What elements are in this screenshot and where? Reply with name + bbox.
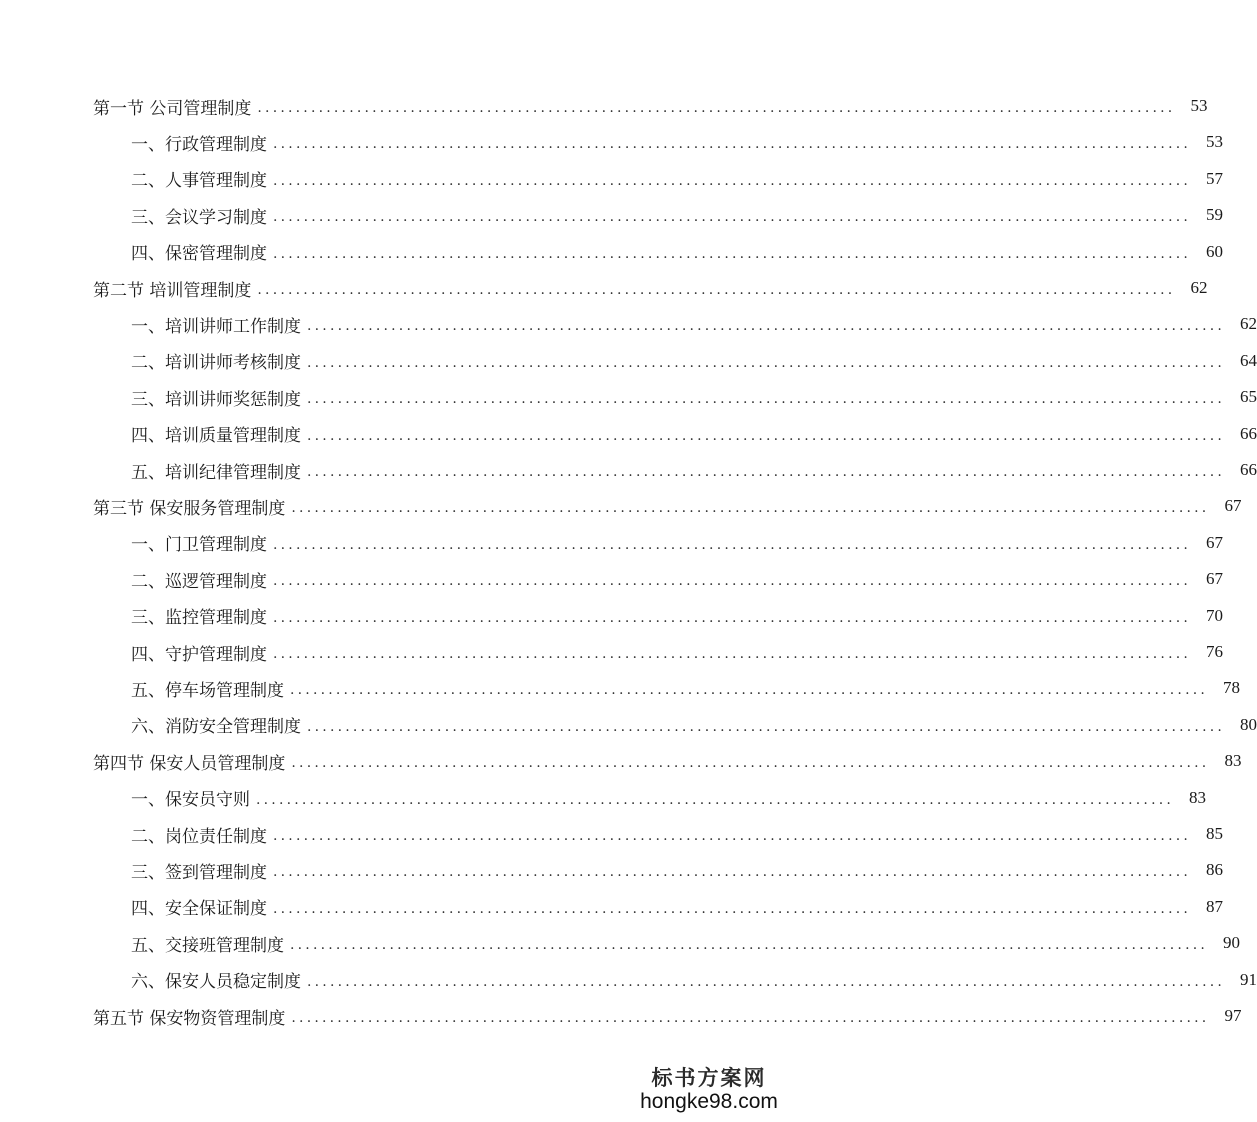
toc-entry-page-number: 70 bbox=[1206, 605, 1224, 625]
toc-entry-page-number: 59 bbox=[1206, 205, 1224, 225]
toc-entry-title: 一、行政管理制度 bbox=[131, 134, 267, 155]
toc-entry-title: 一、保安员守则 bbox=[131, 790, 250, 811]
toc-entry-title: 第三节 保安服务管理制度 bbox=[93, 498, 286, 519]
toc-section-entry[interactable] bbox=[0, 88, 1208, 124]
toc-entry-title: 四、安全保证制度 bbox=[131, 899, 267, 920]
toc-entry-page-number: 66 bbox=[1240, 460, 1257, 479]
toc-entry-title: 三、会议学习制度 bbox=[131, 207, 267, 228]
toc-leader-dots: ........................................................................................................................ bbox=[273, 573, 1192, 590]
toc-subsection-entry[interactable] bbox=[0, 234, 1224, 270]
toc-entry-page-number: 62 bbox=[1240, 314, 1257, 334]
toc-leader-dots: ........................................................................................................................ bbox=[273, 900, 1192, 917]
toc-entry-title: 四、培训质量管理制度 bbox=[131, 426, 301, 447]
toc-leader-dots: ........................................................................................................................ bbox=[273, 245, 1192, 262]
toc-entry-title: 三、培训讲师奖惩制度 bbox=[131, 389, 301, 410]
toc-entry-title: 四、保密管理制度 bbox=[131, 244, 267, 265]
toc-subsection-entry[interactable] bbox=[0, 379, 1257, 415]
toc-leader-dots: ........................................................................................................................ bbox=[273, 172, 1192, 189]
toc-entry-page-number: 67 bbox=[1206, 569, 1224, 589]
toc-leader-dots: ........................................................................................................................ bbox=[291, 500, 1210, 517]
toc-entry-title: 五、培训纪律管理制度 bbox=[131, 462, 301, 483]
toc-subsection-entry[interactable] bbox=[0, 161, 1224, 197]
toc-entry-title: 第一节 公司管理制度 bbox=[93, 98, 252, 119]
toc-entry-page-number: 67 bbox=[1206, 532, 1224, 552]
toc-leader-dots: ........................................................................................................................ bbox=[307, 427, 1226, 444]
toc-entry-page-number: 87 bbox=[1206, 896, 1224, 916]
toc-leader-dots: ........................................................................................................................ bbox=[273, 646, 1192, 662]
toc-entry-page-number: 60 bbox=[1206, 241, 1224, 261]
toc-leader-dots: ........................................................................................................................ bbox=[291, 1010, 1210, 1026]
toc-subsection-entry[interactable] bbox=[0, 634, 1224, 670]
toc-entry-page-number: 90 bbox=[1223, 933, 1241, 953]
toc-entry-page-number: 57 bbox=[1206, 168, 1224, 188]
toc-subsection-entry[interactable] bbox=[0, 670, 1241, 706]
toc-entry-page-number: 83 bbox=[1189, 787, 1207, 807]
toc-entry-title: 一、培训讲师工作制度 bbox=[131, 316, 301, 337]
toc-leader-dots: ........................................................................................................................ bbox=[256, 791, 1175, 808]
toc-subsection-entry[interactable] bbox=[0, 197, 1224, 233]
toc-entry-page-number: 65 bbox=[1240, 387, 1257, 407]
watermark-url: hongke98.com bbox=[640, 1090, 778, 1113]
toc-entry-title: 五、交接班管理制度 bbox=[131, 935, 284, 956]
toc-leader-dots: ........................................................................................................................ bbox=[291, 755, 1210, 772]
site-watermark bbox=[639, 1066, 779, 1114]
watermark-name: 标书方案网 bbox=[651, 1066, 767, 1090]
toc-subsection-entry[interactable] bbox=[0, 561, 1224, 597]
toc-subsection-entry[interactable] bbox=[0, 598, 1224, 634]
toc-subsection-entry[interactable] bbox=[0, 780, 1207, 816]
toc-subsection-entry[interactable] bbox=[0, 343, 1257, 379]
toc-leader-dots: ........................................................................................................................ bbox=[273, 209, 1192, 226]
toc-entry-page-number: 80 bbox=[1240, 714, 1257, 734]
toc-entry-page-number: 91 bbox=[1240, 969, 1257, 989]
toc-entry-title: 六、消防安全管理制度 bbox=[131, 717, 301, 738]
toc-leader-dots: ........................................................................................................................ bbox=[290, 682, 1209, 699]
toc-entry-page-number: 66 bbox=[1240, 423, 1257, 443]
toc-entry-title: 二、巡逻管理制度 bbox=[131, 571, 267, 592]
toc-subsection-entry[interactable] bbox=[0, 852, 1224, 888]
toc-subsection-entry[interactable] bbox=[0, 452, 1257, 488]
toc-entry-title: 三、签到管理制度 bbox=[131, 862, 267, 883]
toc-leader-dots: ........................................................................................................................ bbox=[273, 609, 1192, 626]
toc-leader-dots: ........................................................................................................................ bbox=[257, 282, 1176, 298]
toc-entry-title: 二、人事管理制度 bbox=[131, 171, 267, 192]
toc-subsection-entry[interactable] bbox=[0, 707, 1257, 743]
toc-entry-page-number: 53 bbox=[1206, 132, 1224, 152]
toc-entry-title: 第四节 保安人员管理制度 bbox=[93, 753, 286, 774]
toc-entry-title: 第二节 培训管理制度 bbox=[93, 280, 252, 301]
toc-entry-title: 五、停车场管理制度 bbox=[131, 680, 284, 701]
toc-leader-dots: ........................................................................................................................ bbox=[307, 718, 1226, 735]
toc-leader-dots: ........................................................................................................................ bbox=[307, 464, 1226, 480]
toc-entry-title: 一、门卫管理制度 bbox=[131, 535, 267, 556]
toc-entry-page-number: 62 bbox=[1190, 278, 1208, 297]
toc-entry-page-number: 97 bbox=[1224, 1006, 1242, 1025]
toc-entry-page-number: 53 bbox=[1190, 96, 1208, 115]
toc-subsection-entry[interactable] bbox=[0, 124, 1224, 160]
toc-entry-page-number: 86 bbox=[1206, 860, 1224, 880]
toc-leader-dots: ........................................................................................................................ bbox=[273, 136, 1192, 153]
toc-entry-title: 二、岗位责任制度 bbox=[131, 826, 267, 847]
toc-subsection-entry[interactable] bbox=[0, 816, 1224, 852]
toc-section-entry[interactable] bbox=[0, 270, 1208, 306]
toc-entry-title: 六、保安人员稳定制度 bbox=[131, 972, 301, 993]
toc-entry-title: 三、监控管理制度 bbox=[131, 608, 267, 629]
toc-section-entry[interactable] bbox=[0, 743, 1242, 779]
toc-subsection-entry[interactable] bbox=[0, 416, 1257, 452]
toc-section-entry[interactable] bbox=[0, 998, 1242, 1034]
toc-subsection-entry[interactable] bbox=[0, 889, 1224, 925]
toc-subsection-entry[interactable] bbox=[0, 525, 1224, 561]
toc-entry-page-number: 76 bbox=[1206, 642, 1224, 661]
toc-entry-page-number: 78 bbox=[1223, 678, 1241, 698]
toc-subsection-entry[interactable] bbox=[0, 925, 1241, 961]
toc-leader-dots: ........................................................................................................................ bbox=[307, 391, 1226, 408]
toc-section-entry[interactable] bbox=[0, 488, 1242, 524]
toc-entry-title: 第五节 保安物资管理制度 bbox=[93, 1008, 286, 1029]
toc-leader-dots: ........................................................................................................................ bbox=[307, 354, 1226, 371]
toc-leader-dots: ........................................................................................................................ bbox=[307, 318, 1226, 335]
toc-entry-page-number: 83 bbox=[1224, 751, 1242, 771]
toc-leader-dots: ........................................................................................................................ bbox=[273, 828, 1192, 844]
toc-leader-dots: ........................................................................................................................ bbox=[273, 536, 1192, 553]
toc-subsection-entry[interactable] bbox=[0, 306, 1257, 342]
toc-entry-title: 二、培训讲师考核制度 bbox=[131, 353, 301, 374]
toc-leader-dots: ........................................................................................................................ bbox=[273, 864, 1192, 881]
toc-subsection-entry[interactable] bbox=[0, 962, 1257, 998]
toc-leader-dots: ........................................................................................................................ bbox=[307, 973, 1226, 990]
toc-entry-page-number: 67 bbox=[1224, 496, 1242, 516]
toc-entry-title: 四、守护管理制度 bbox=[131, 644, 267, 665]
toc-entry-page-number: 85 bbox=[1206, 824, 1224, 843]
toc-leader-dots: ........................................................................................................................ bbox=[290, 937, 1209, 954]
toc-leader-dots: ........................................................................................................................ bbox=[257, 100, 1176, 116]
toc-entry-page-number: 64 bbox=[1240, 350, 1257, 370]
